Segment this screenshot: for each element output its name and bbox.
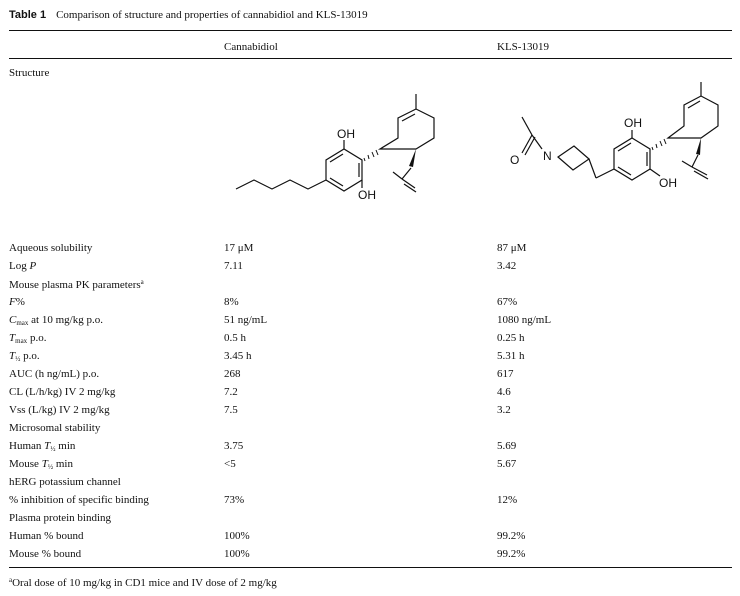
param-label: CL (L/h/kg) IV 2 mg/kg <box>9 386 116 398</box>
param-label: Aqueous solubility <box>9 242 93 254</box>
cbd-value: <5 <box>224 458 236 470</box>
kls-value: 3.2 <box>497 404 511 416</box>
table-title: Comparison of structure and properties of cannabidiol and KLS-13019 <box>56 9 368 21</box>
section-label: hERG potassium channel <box>9 476 121 488</box>
kls-value: 87 μM <box>497 242 527 254</box>
row-microsomal-header <box>0 422 740 440</box>
row-cmax <box>0 314 740 332</box>
row-mouse-thalf <box>0 458 740 476</box>
cbd-value: 73% <box>224 494 245 506</box>
kls-value: 5.67 <box>497 458 517 470</box>
cbd-value: 8% <box>224 296 239 308</box>
row-aqueous-solubility <box>0 242 740 260</box>
param-label: F% <box>9 296 25 308</box>
row-human-bound <box>0 530 740 548</box>
param-label: Log P <box>9 260 37 272</box>
kls-value: 617 <box>497 368 514 380</box>
cbd-value: 3.45 h <box>224 350 252 362</box>
kls-value: 5.31 h <box>497 350 525 362</box>
cbd-value: 3.75 <box>224 440 244 452</box>
kls13019-structure <box>500 76 732 204</box>
row-vss <box>0 404 740 422</box>
cbd-oh-bottom: OH <box>358 188 376 202</box>
cbd-value: 7.11 <box>224 260 243 272</box>
cbd-value: 100% <box>224 548 250 560</box>
cbd-value: 268 <box>224 368 241 380</box>
section-label: Plasma protein binding <box>9 512 112 524</box>
header-cannabidiol: Cannabidiol <box>224 41 278 53</box>
kls-value: 1080 ng/mL <box>497 314 552 326</box>
cbd-value: 51 ng/mL <box>224 314 268 326</box>
row-ppb-header <box>0 512 740 530</box>
cbd-oh-top: OH <box>337 127 355 141</box>
row-logp <box>0 260 740 278</box>
header-kls13019: KLS-13019 <box>497 41 549 53</box>
cbd-value: 0.5 h <box>224 332 246 344</box>
kls-carbonyl-o: O <box>510 153 520 167</box>
param-label: Human $T_{\frac{1}{2}}$ min <box>9 440 76 453</box>
footnote-text: Oral dose of 10 mg/kg in CD1 mice and IV dose of 2 mg/kg <box>12 577 277 589</box>
cbd-value: 7.2 <box>224 386 238 398</box>
section-label: Mouse plasma PK parameters$^a$ <box>9 278 144 291</box>
table-caption <box>9 9 368 21</box>
row-cl <box>0 386 740 404</box>
cbd-value: 7.5 <box>224 404 238 416</box>
kls-oh-bottom: OH <box>659 176 677 190</box>
param-label: Human % bound <box>9 530 84 542</box>
kls-value: 99.2% <box>497 530 526 542</box>
row-mouse-pk-header <box>0 278 740 296</box>
row-tmax <box>0 332 740 350</box>
structure-label: Structure <box>9 67 50 79</box>
row-f-percent <box>0 296 740 314</box>
kls-value: 5.69 <box>497 440 517 452</box>
kls-value: 3.42 <box>497 260 517 272</box>
footnote-mark: a <box>9 576 13 584</box>
table-label: Table 1 <box>9 9 47 21</box>
kls-oh-top: OH <box>624 116 642 130</box>
kls-nitrogen: N <box>543 149 552 163</box>
param-label: AUC (h ng/mL) p.o. <box>9 368 100 380</box>
row-herg-header <box>0 476 740 494</box>
param-label: $C_{max}$ at 10 mg/kg p.o. <box>9 314 103 327</box>
kls-value: 99.2% <box>497 548 526 560</box>
row-inhibition <box>0 494 740 512</box>
cbd-value: 17 μM <box>224 242 254 254</box>
kls-value: 0.25 h <box>497 332 525 344</box>
param-label: Mouse % bound <box>9 548 82 560</box>
row-auc <box>0 368 740 386</box>
header-rule <box>9 58 732 59</box>
param-label: Mouse $T_{\frac{1}{2}}$ min <box>9 458 73 471</box>
section-label: Microsomal stability <box>9 422 101 434</box>
table-footnote <box>9 576 277 589</box>
param-label: $T_{\frac{1}{2}}$ p.o. <box>9 350 40 363</box>
cbd-value: 100% <box>224 530 250 542</box>
param-label: $T_{max}$ p.o. <box>9 332 47 345</box>
bottom-rule <box>9 567 732 568</box>
row-mouse-bound <box>0 548 740 566</box>
kls-value: 67% <box>497 296 518 308</box>
param-label: Vss (L/kg) IV 2 mg/kg <box>9 404 110 416</box>
kls-value: 12% <box>497 494 518 506</box>
param-label: % inhibition of specific binding <box>9 494 149 506</box>
kls-value: 4.6 <box>497 386 511 398</box>
cannabidiol-structure <box>228 88 448 216</box>
row-human-thalf <box>0 440 740 458</box>
top-rule <box>9 30 732 31</box>
row-thalf <box>0 350 740 368</box>
